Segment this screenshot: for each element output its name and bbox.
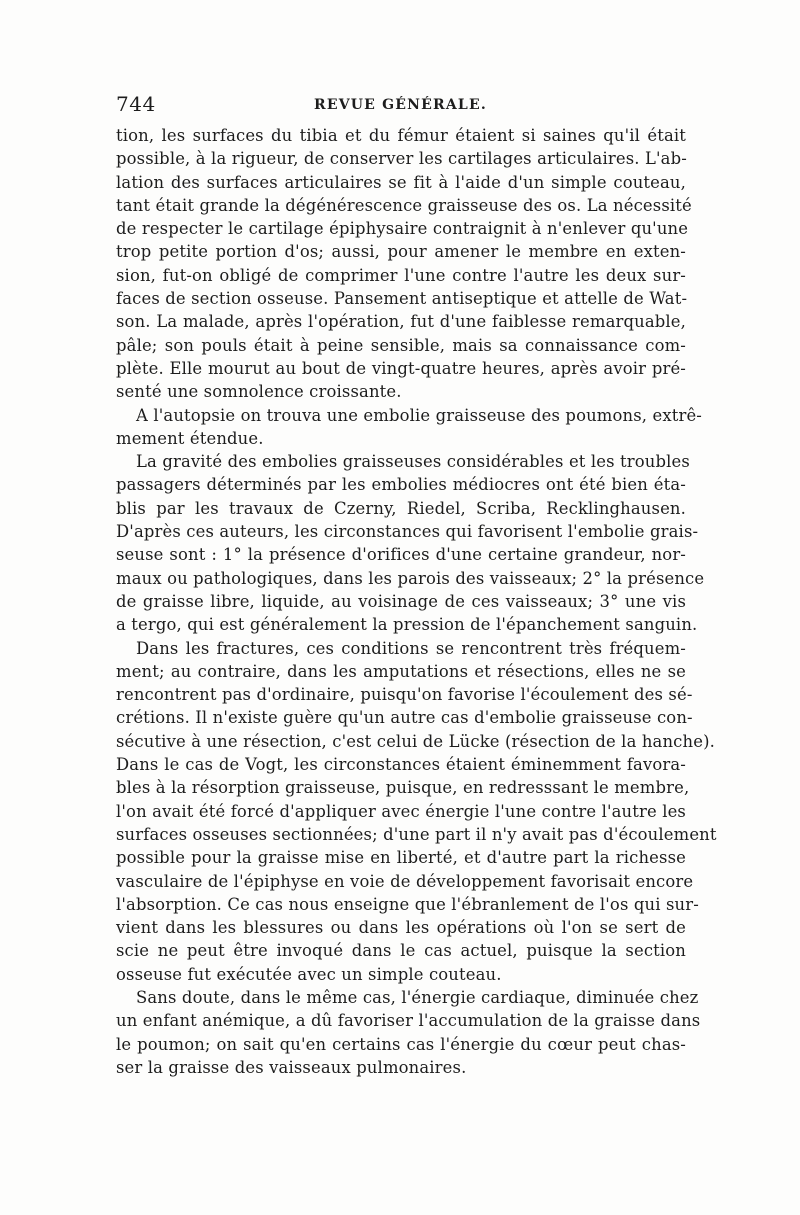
text-line: sion, fut-on obligé de comprimer l'une contre l'autre les deux sur- [116, 265, 686, 285]
text-line: bles à la résorption graisseuse, puisque, en redresssant le membre, [116, 778, 690, 798]
page-header [116, 92, 686, 122]
running-head: REVUE GÉNÉRALE. [314, 97, 487, 113]
text-line: Sans doute, dans le même cas, l'énergie cardiaque, diminuée chez [136, 987, 699, 1007]
text-line: surfaces osseuses sectionnées; d'une part il n'y avait pas d'écoulement [116, 824, 717, 844]
body-text [116, 124, 717, 1079]
text-line: maux ou pathologiques, dans les parois des vaisseaux; 2° la présence [116, 568, 705, 588]
text-line: tion, les surfaces du tibia et du fémur étaient si saines qu'il était [116, 126, 686, 145]
text-line: trop petite portion d'os; aussi, pour amener le membre en exten- [116, 242, 686, 262]
text-line: seuse sont : 1° la présence d'orifices d'une certaine grandeur, nor- [116, 545, 686, 565]
text-line: l'on avait été forcé d'appliquer avec énergie l'une contre l'autre les [116, 801, 686, 821]
text-line: son. La malade, après l'opération, fut d'une faiblesse remarquable, [116, 312, 686, 332]
text-line: vasculaire de l'épiphyse en voie de développement favorisait encore [116, 871, 694, 891]
text-line: l'absorption. Ce cas nous enseigne que l'ébranlement de l'os qui sur- [116, 894, 699, 914]
text-line: osseuse fut exécutée avec un simple couteau. [116, 964, 502, 984]
text-line: lation des surfaces articulaires se fit à l'aide d'un simple couteau, [116, 172, 686, 192]
text-line: blis par les travaux de Czerny, Riedel, Scriba, Recklinghausen. [116, 498, 686, 518]
text-line: faces de section osseuse. Pansement antiseptique et attelle de Wat- [116, 289, 688, 309]
text-line: A l'autopsie on trouva une embolie graisseuse des poumons, extrê- [136, 405, 702, 425]
text-line: Dans les fractures, ces conditions se rencontrent très fréquem- [136, 638, 686, 658]
text-line: D'après ces auteurs, les circonstances qui favorisent l'embolie grais- [116, 522, 699, 542]
text-line: de graisse libre, liquide, au voisinage de ces vaisseaux; 3° une vis [116, 591, 686, 611]
text-line: ment; au contraire, dans les amputations et résections, elles ne se [116, 661, 686, 681]
text-line: scie ne peut être invoqué dans le cas actuel, puisque la section [116, 941, 686, 961]
text-line: tant était grande la dégénérescence graisseuse des os. La nécessité [116, 195, 692, 215]
text-line: plète. Elle mourut au bout de vingt-quatre heures, après avoir pré- [116, 358, 686, 378]
page-number: 744 [116, 92, 156, 116]
text-line: La gravité des embolies graisseuses considérables et les troubles [136, 452, 690, 472]
text-line: possible, à la rigueur, de conserver les cartilages articulaires. L'ab- [116, 149, 687, 169]
text-line: crétions. Il n'existe guère qu'un autre cas d'embolie graisseuse con- [116, 708, 693, 728]
text-line: le poumon; on sait qu'en certains cas l'énergie du cœur peut chas- [116, 1034, 686, 1054]
text-line: senté une somnolence croissante. [116, 382, 402, 402]
text-line: de respecter le cartilage épiphysaire contraignit à n'enlever qu'une [116, 219, 689, 239]
text-line: un enfant anémique, a dû favoriser l'accumulation de la graisse dans [116, 1011, 701, 1031]
text-line: possible pour la graisse mise en liberté, et d'autre part la richesse [116, 848, 686, 868]
text-line: pâle; son pouls était à peine sensible, mais sa connaissance com- [116, 335, 686, 355]
text-line: ser la graisse des vaisseaux pulmonaires. [116, 1057, 467, 1077]
text-line: mement étendue. [116, 428, 264, 448]
text-line: a tergo, qui est généralement la pression de l'épanchement sanguin. [116, 615, 698, 635]
text-line: sécutive à une résection, c'est celui de Lücke (résection de la hanche). [116, 731, 715, 751]
text-line: Dans le cas de Vogt, les circonstances étaient éminemment favora- [116, 755, 686, 775]
text-line: rencontrent pas d'ordinaire, puisqu'on favorise l'écoulement des sé- [116, 685, 693, 705]
text-line: passagers déterminés par les embolies médiocres ont été bien éta- [116, 475, 686, 495]
text-line: vient dans les blessures ou dans les opérations où l'on se sert de [116, 918, 686, 938]
